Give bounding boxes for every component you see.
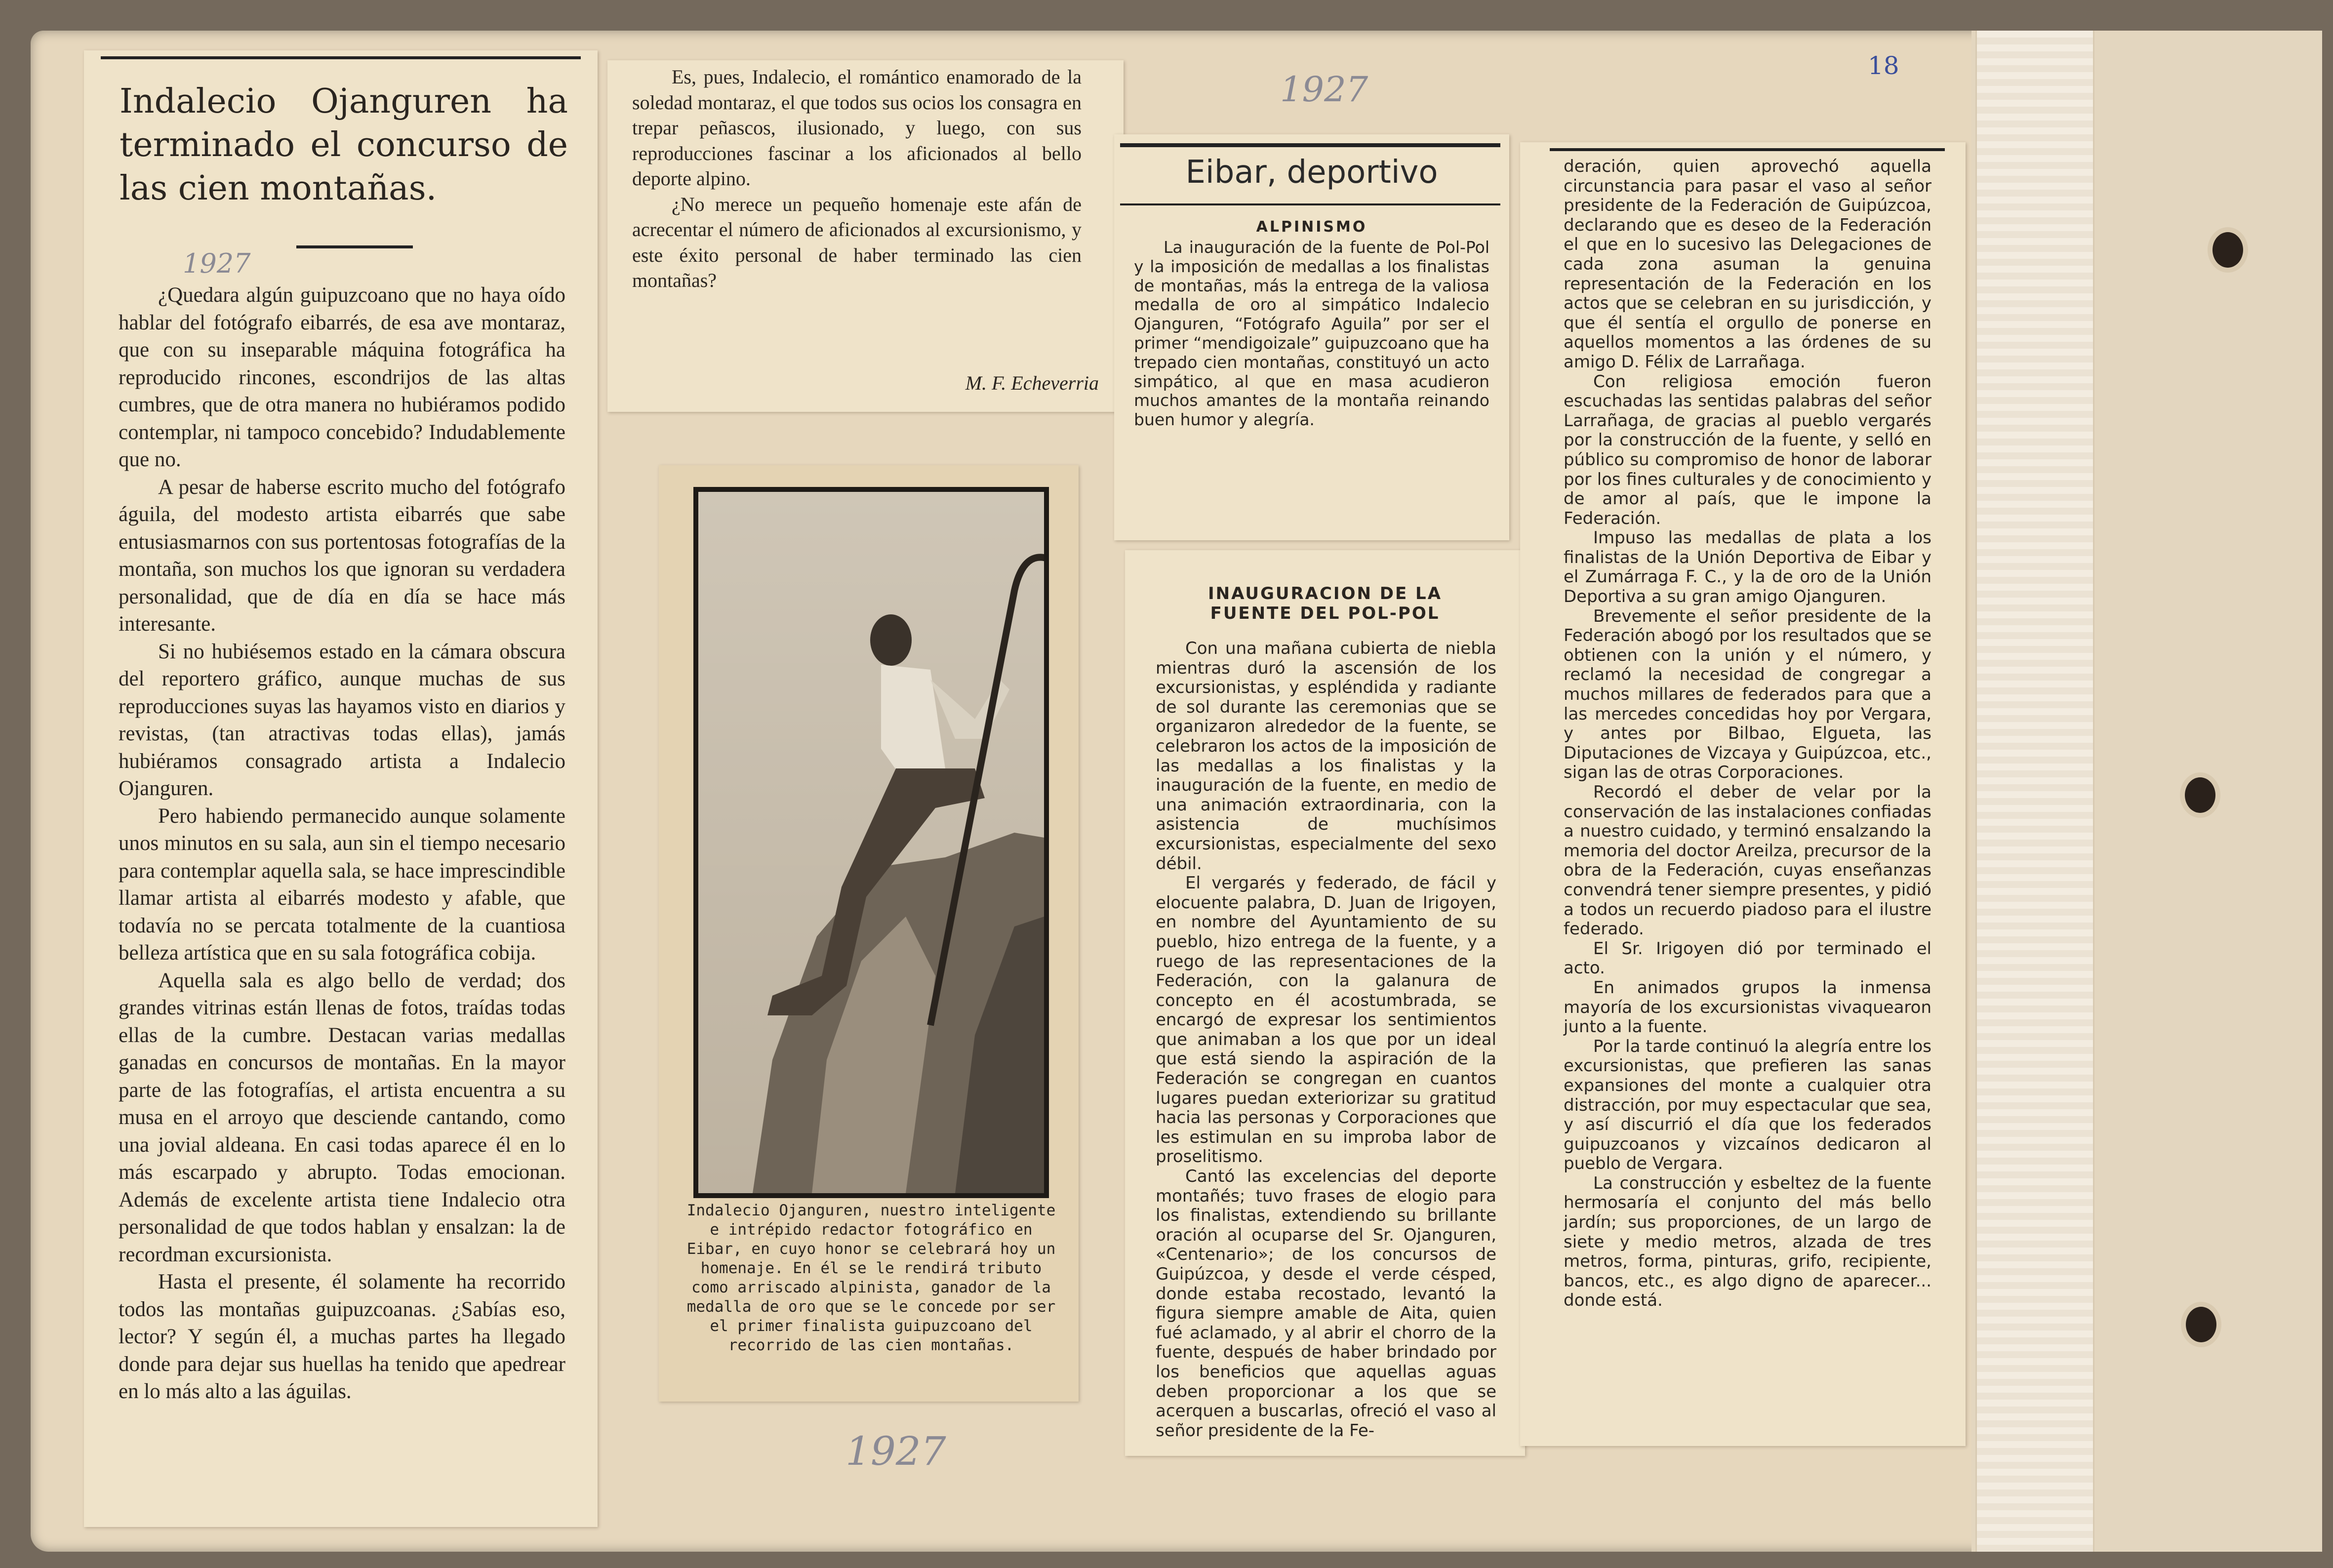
section-heading: ALPINISMO [1256, 218, 1368, 236]
paragraph: Recordó el deber de velar por la conservación de las instalaciones confiadas a nuestro cuidado, y terminó ensalzando la memoria del doctor Areilza, precursor de la obra de la Federación, cuyas enseñanzas convendrá tener siempre presentes, y pidió a todos un recuerdo piadoso para el ilustre federado. [1564, 782, 1931, 939]
column-top-rule [1550, 148, 1945, 151]
paragraph: Aquella sala es algo bello de verdad; dos grandes vitrinas están llenas de fotos, traídas todas ellas de la cumbre. Destacan varias medallas ganadas en concursos de montañas. En la mayor parte de las fotografías, el artista encuentra a su musa en el arroyo que desciende cantando, como una jovial aldeana. En casi todas aparece él en lo más escarpado y abrupto. Todas emocionan. Además de excelente artista tiene Indalecio otra personalidad de que todos hablan y ensalzan: la de recordman excursionista. [119, 968, 565, 1266]
punch-hole-bottom [2186, 1307, 2216, 1342]
paragraph: A pesar de haberse escrito mucho del fotógrafo águila, del modesto artista eibarrés que sabe entusiasmarnos con sus portentosas fotografías de la montaña, son muchos los que ignoran su verdadera personalidad, que de día en día se hace más interesante. [119, 475, 565, 636]
paragraph: La inauguración de la fuente de Pol-Pol y la imposición de medallas a los finalistas de montañas, más la entrega de la valiosa medalla de oro al simpático Indalecio Ojanguren, “Fotógrafo Aguila” por ser el primer “mendigoizale” guipuzcoano que ha trepado cien montañas, constituyó un acto simpático, al que en masa acudieron muchos amantes de la montaña reinando buen humor y alegría. [1134, 238, 1489, 430]
clipping-ojanguren-article [84, 50, 598, 1527]
pencil-year-bottom: 1927 [845, 1428, 946, 1474]
photo-frame [693, 487, 1049, 1198]
paragraph: La construcción y esbeltez de la fuente hermosaría el conjunto del más bello jardín; sus proporciones, de un largo de siete y medio metros, alzada de tres metros, forma, pinturas, grifo, recipiente, bancos, etc., es algo digno de aparecer... donde está. [1564, 1173, 1931, 1311]
paragraph: Cantó las excelencias del deporte montañés; tuvo frases de elogio para los finalistas, extendiendo su brillante oración al ocuparse del Sr. Ojanguren, «Centenario»; de los concursos de Guipúzcoa, y desde el verde césped, donde estaba recostado, levantó la figura siempre amable de Aita, quien fué aclamado, y al abrir el chorro de la fuente, después de haber brindado por los beneficios que aquellas aguas deben proporcionar a los que se acerquen a buscarlas, ofreció el vaso al señor presidente de la Fe- [1156, 1166, 1496, 1441]
paragraph: Pero habiendo permanecido aunque solamente unos minutos en su sala, aun sin el tiempo necesario para contemplar aquella sala, se hace imprescindible llamar artista al eibarrés modesto y afable, que todavía no se percata totalmente de la cuantiosa belleza artística que en su sala fotográfica cobija. [119, 804, 565, 965]
paragraph: El vergarés y federado, de fácil y elocuente palabra, D. Juan de Irigoyen, en nombre del Ayuntamiento de su pueblo, hizo entrega de la fuente, y a ruego de las representaciones de la Federación, con la galanura de concepto en él acostumbrada, se encargó de expresar los sentimientos que animaban a los que por un ideal que está siendo la aspiración de la Federación se congregan en cuantos lugares puedan exteriorizar su gratitud hacia las personas y Corporaciones que les estimulan en su improba labor de proselitismo. [1156, 873, 1496, 1167]
binding-tape [1975, 31, 2094, 1552]
article-title: Indalecio Ojanguren ha terminado el concurso de las cien montañas. [120, 82, 568, 208]
paragraph: Con una mañana cubierta de niebla mientras duró la ascensión de los excursionistas, y espléndida y radiante de sol durante las ceremonias que se organizaron alrededor de la fuente, se celebraron los actos de la imposición de las medallas a los finalistas y la inauguración de la fuente, en medio de una animación extraordinaria, con la asistencia de muchísimos excursionistas, especialmente del sexo débil. [1156, 639, 1496, 874]
clipping-inauguracion [1125, 550, 1525, 1456]
title-rule [296, 245, 413, 248]
paragraph: Hasta el presente, él solamente ha recorrido todos las montañas guipuzcoanas. ¿Sabías eso, lector? Y según él, a muchas partes ha llegado donde para dejar sus huellas ha tenido que apedrear en lo más alto a las águilas. [119, 1270, 565, 1403]
paragraph: Con religiosa emoción fueron escuchadas las sentidas palabras del señor Larrañaga, de gracias al pueblo vergarés por la construcción de la fuente, y selló en público su compromiso de honor de laborar por los fines culturales y de conocimiento y de amor al país, que le impone la Federación. [1564, 371, 1931, 528]
clipping-photo [659, 465, 1079, 1402]
paragraph: Si no hubiésemos estado en la cámara obscura del reportero gráfico, aunque muchas de sus reproducciones suyas las hayamos visto en diarios y revistas, (tan atractivas todas ellas), jamás hubiéramos consagrado artista a Indalecio Ojanguren. [119, 640, 565, 800]
paragraph: El Sr. Irigoyen dió por terminado el acto. [1564, 938, 1931, 978]
clipping-inauguracion-continued [1520, 142, 1966, 1446]
paragraph: ¿Quedara algún guipuzcoano que no haya oído hablar del fotógrafo eibarrés, de esa ave montaraz, que con su inseparable máquina fotográfica ha reproducido rincones, escondrijos de las altas cumbres, que de otra manera no hubiéramos podido contemplar, ni tampoco concebido? Indudablemente que no. [119, 283, 565, 471]
clipping-eibar-deportivo [1114, 134, 1509, 540]
paragraph: ¿No merece un pequeño homenaje este afán de acrecentar el número de aficionados al excursionismo, y este éxito personal de haber terminado las cien montañas? [632, 193, 1082, 291]
masthead-top-rule [1120, 143, 1500, 147]
punch-hole-middle [2185, 777, 2215, 813]
continued-body [1564, 157, 1931, 1311]
climber-head [870, 614, 912, 666]
article-body [119, 281, 565, 1406]
paragraph: En animados grupos la inmensa mayoría de los excursionistas vivaquearon junto a la fuente. [1564, 977, 1931, 1037]
paragraph: Es, pues, Indalecio, el romántico enamorado de la soledad montaraz, el que todos sus ocios los consagra en trepar peñascos, ilusionado, y luego, con sus reproducciones fascinar a los aficionados al bello deporte alpino. [632, 66, 1082, 190]
pencil-year-left: 1927 [183, 248, 251, 279]
pencil-year-top: 1927 [1280, 69, 1368, 110]
photograph [698, 492, 1044, 1193]
pencil-page-number: 18 [1868, 51, 1899, 80]
paragraph: deración, quien aprovechó aquella circunstancia para pasar el vaso al señor presidente de la Federación de Guipúzcoa, declarando que es deseo de la Federación el que en lo sucesivo las Delegaciones de cada zona asuman la genuina representación de la Federación en los actos que se celebran en su jurisdicción, y que él sentía el orgullo de ponerse en aquellos momentos a las órdenes de su amigo D. Félix de Larrañaga. [1564, 157, 1931, 372]
inauguracion-headline: INAUGURACION DE LA FUENTE DEL POL-POL [1207, 584, 1443, 623]
masthead-bottom-rule [1120, 203, 1500, 205]
signature: M. F. Echeverria [965, 372, 1099, 394]
clipping-homenaje [607, 60, 1124, 412]
masthead: Eibar, deportivo [1185, 154, 1438, 191]
header-rule [101, 56, 581, 59]
homenaje-body [632, 64, 1082, 293]
photo-caption: Indalecio Ojanguren, nuestro inteligente e intrépido redactor fotográfico en Eibar, en cuyo honor se celebrará hoy un homenaje. En él se le rendirá tributo como arriscado alpinista, ganador de la medalla de oro que se le concede por ser el primer finalista guipuzcoano del recorrido de las cien montañas. [686, 1202, 1056, 1354]
inauguracion-body [1156, 639, 1496, 1441]
punch-hole-top [2212, 232, 2243, 268]
album-page [31, 31, 2322, 1552]
paragraph: Por la tarde continuó la alegría entre los excursionistas, que prefieren las sanas expansiones del monte a cualquier otra distracción, por muy espectacular que sea, y así discurrió el día que los federados guipuzcoanos y vizcaínos dedicaron al pueblo de Vergara. [1564, 1036, 1931, 1174]
paragraph: Brevemente el señor presidente de la Federación abogó por los resultados que se obtienen con la unión y el número, y reclamó la necesidad de congregar a muchos millares de federados para que a las mercedes concedidas hoy por Vergara, y antes por Bilbao, Elgueta, las Diputaciones de Vizcaya y Guipúzcoa, etc., sigan las de otras Corporaciones. [1564, 606, 1931, 783]
paragraph: Impuso las medallas de plata a los finalistas de la Unión Deportiva de Eibar y el Zumárraga F. C., y la de oro de la Unión Deportiva a su gran amigo Ojanguren. [1564, 528, 1931, 607]
alpinismo-body [1134, 238, 1489, 430]
